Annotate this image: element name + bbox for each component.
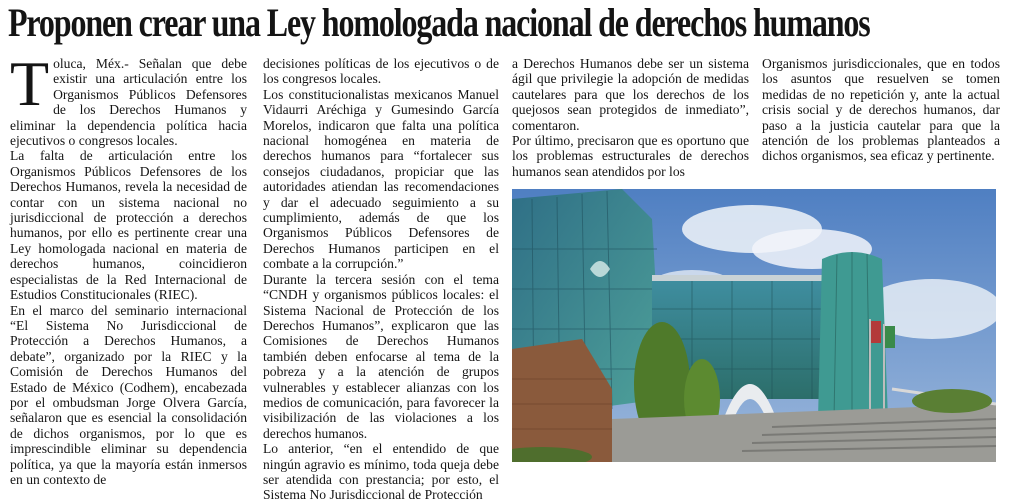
column-1: [10, 48, 247, 487]
lead-text: oluca, Méx.- Señalan que debe existir una articulación entre los Organismos Públicos Defensores de los Derechos Humanos y eliminar la dependencia política hacia ejecutivos o congresos locales.: [10, 56, 247, 149]
paragraph: Lo anterior, “en el entendido de que ningún agravio es mínimo, toda queja debe ser atendida con prestancia; por esto, el Sistema No Jurisdiccional de Protección: [263, 441, 499, 503]
dropcap: T: [10, 48, 50, 119]
article-photo: [512, 189, 996, 462]
paragraph: decisiones políticas de los ejecutivos o de los congresos locales.: [263, 56, 499, 87]
paragraph: Los constitucionalistas mexicanos Manuel Vidaurri Aréchiga y Gumesindo García Morelos, indicaron que falta una política nacional homogénea en materia de derechos humanos para “fortalecer sus consejos ciudadanos, propiciar que las autoridades atiendan las recomendaciones y dar el adecuado seguimiento a su cumplimiento, además de que los Organismos Públicos Defensores de Derechos Humanos participen en el combate a la corrupción.”: [263, 86, 499, 272]
paragraph: Durante la tercera sesión con el tema “CNDH y organismos públicos locales: el Sistema Nacional de Protección de los Derechos Humanos”, explicaron que las Comisiones de Derechos Humanos también deben enfocarse al tema de la pobreza y a la atención de grupos vulnerables y establecer alianzas con los medios de comunicación, para favorecer la visibilización de las violaciones a los derechos humanos.: [263, 271, 499, 441]
paragraph: En el marco del seminario internacional “El Sistema No Jurisdiccional de Protección a Derechos Humanos, a debate”, organizado por la RIEC y la Comisión de Derechos Humanos del Estado de México (Codhem), encabezada por el ombudsman Jorge Olvera García, señalaron que es esencial la consolidación de dichos organismos, por lo que es imprescindible eliminar su dependencia política, ya que la mayoría están inmersos en un contexto de: [10, 302, 247, 487]
building-photo: [512, 189, 996, 462]
paragraph: a Derechos Humanos debe ser un sistema ágil que privilegie la adopción de medidas cautelares para que los derechos de los quejosos sean protegidos de inmediato”, comentaron.: [512, 56, 749, 133]
paragraph: Por último, precisaron que es oportuno que los problemas estructurales de derechos humanos sean atendidos por los: [512, 133, 749, 179]
paragraph: Organismos jurisdiccionales, que en todos los asuntos que resuelven se tomen medidas de no repetición y, ante la actual crisis social y de derechos humanos, dar paso a la justicia cautelar para que la atención de los problemas planteados a dichos organismos, sea eficaz y pertinente.: [762, 56, 1000, 164]
paragraph: La falta de articulación entre los Organismos Públicos Defensores de los Derechos Humanos, revela la necesidad de contar con un sistema nacional no jurisdiccional de protección a derechos humanos, por ello es pertinente crear una Ley homologada nacional en materia de derechos humanos, coincidieron especialistas de la Red Internacional de Estudios Constitucionales (RIEC).: [10, 148, 247, 303]
column-2: [263, 56, 499, 503]
column-3: [512, 56, 749, 179]
headline: Proponen crear una Ley homologada nacional de derechos humanos: [8, 0, 870, 45]
lead-paragraph: [10, 48, 247, 149]
column-4: [762, 56, 1000, 164]
